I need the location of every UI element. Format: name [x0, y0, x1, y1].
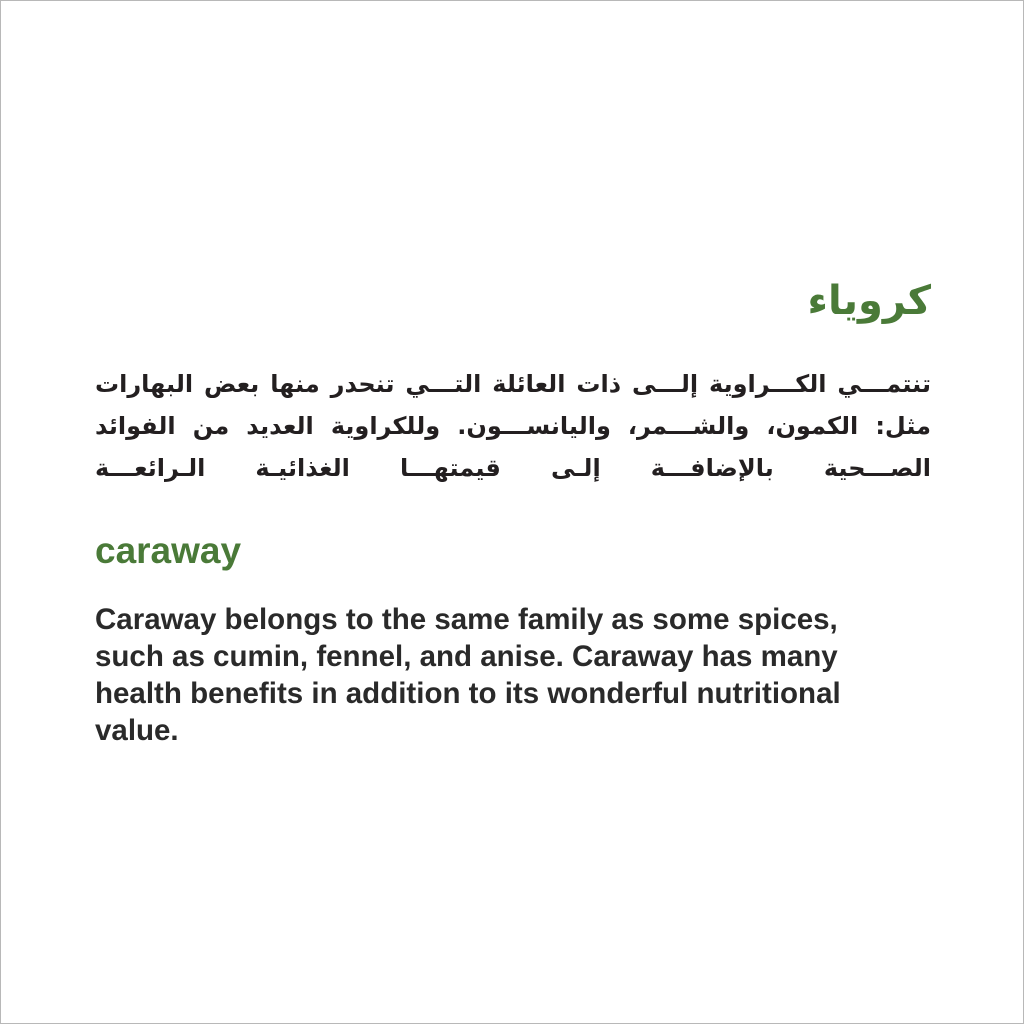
english-description-line: Caraway belongs to the same family as some spices, — [95, 603, 838, 636]
arabic-description-line: مثل: الكمون، والشـــمر، واليانســـون. وللكراوية العديد من الفوائد — [95, 412, 931, 440]
arabic-description-line: تنتمـــي الكـــراوية إلـــى ذات العائلة التـــي تنحدر منها بعض البهارات — [95, 370, 931, 398]
english-description — [95, 601, 945, 749]
arabic-description — [95, 363, 931, 489]
arabic-title: كروياء — [807, 278, 931, 324]
arabic-description-line: الصـــحية بالإضافـــة إلـى قيمتهـــا الغذائيـة الـرائعـــة — [95, 454, 931, 482]
english-title: caraway — [95, 530, 242, 571]
english-description-line: such as cumin, fennel, and anise. Caraway has many — [95, 640, 838, 673]
english-description-line: value. — [95, 714, 179, 747]
english-description-line: health benefits in addition to its wonderful nutritional — [95, 677, 841, 710]
